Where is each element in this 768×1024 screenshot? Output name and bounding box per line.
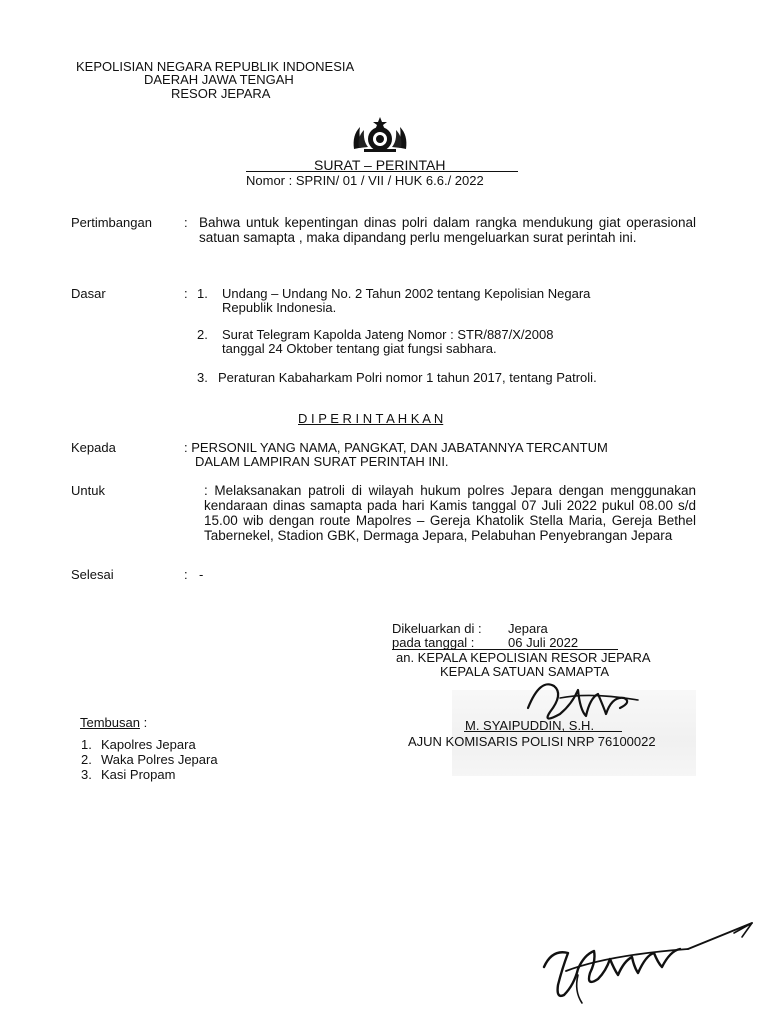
issued-office-1: an. KEPALA KEPOLISIAN RESOR JEPARA (396, 650, 651, 665)
kepada-line-2: DALAM LAMPIRAN SURAT PERINTAH INI. (195, 454, 449, 469)
untuk-text: : Melaksanakan patroli di wilayah hukum polres Jepara dengan menggunakan kendaraan dinas samapta pada hari Kamis tanggal 07 Juli 2022 pukul 08.00 s/d 15.00 wib dengan route Mapolres – Gereja Khatolik Stella Maria, Gereja Bethel Tabernekel, Stadion GBK, Dermaga Jepara, Pelabuhan Penyebrangan Jepara (204, 483, 696, 543)
kepada-label: Kepada (71, 440, 116, 455)
dasar-item-2-line-2: tanggal 24 Oktober tentang giat fungsi sabhara. (222, 341, 497, 356)
tembusan-item-3-num: 3. (81, 767, 92, 782)
pertimbangan-text: Bahwa untuk kepentingan dinas polri dalam rangka mendukung giat operasional satuan samapta , maka dipandang perlu mengeluarkan surat perintah ini. (199, 215, 696, 245)
issued-date: 06 Juli 2022 (508, 635, 579, 650)
dasar-item-3-line-1: Peraturan Kabaharkam Polri nomor 1 tahun 2017, tentang Patroli. (218, 370, 597, 385)
header-line-1: KEPOLISIAN NEGARA REPUBLIK INDONESIA (76, 59, 355, 74)
dasar-item-3-num: 3. (197, 370, 208, 385)
tembusan-item-1: Kapolres Jepara (101, 737, 196, 752)
tembusan-item-2: Waka Polres Jepara (101, 752, 218, 767)
bottom-handwritten-signature-icon (538, 915, 760, 1013)
header-line-2: DAERAH JAWA TENGAH (144, 72, 294, 87)
selesai-label: Selesai (71, 567, 114, 582)
officer-name: M. SYAIPUDDIN, S.H. (465, 718, 595, 733)
tembusan-label: Tembusan (80, 715, 140, 730)
document-number: Nomor : SPRIN/ 01 / VII / HUK 6.6./ 2022 (246, 173, 484, 188)
officer-rank: AJUN KOMISARIS POLISI NRP 76100022 (408, 734, 656, 749)
issued-place-label: Dikeluarkan di : (392, 621, 482, 636)
dasar-label: Dasar (71, 286, 106, 301)
tembusan-item-3: Kasi Propam (101, 767, 176, 782)
dasar-item-2-num: 2. (197, 327, 208, 342)
dasar-item-1-line-2: Republik Indonesia. (222, 300, 337, 315)
diperintahkan-heading: D I P E R I N T A H K A N (298, 411, 444, 426)
issued-office-2: KEPALA SATUAN SAMAPTA (440, 664, 610, 679)
tembusan-item-2-num: 2. (81, 752, 92, 767)
tembusan-title (80, 715, 147, 730)
tembusan-colon: : (143, 715, 148, 730)
selesai-value: - (199, 567, 204, 582)
kepada-line-1: : PERSONIL YANG NAMA, PANGKAT, DAN JABATANNYA TERCANTUM (184, 440, 608, 455)
header-line-3: RESOR JEPARA (171, 86, 271, 101)
untuk-label: Untuk (71, 483, 105, 498)
document-title: SURAT – PERINTAH (314, 157, 446, 173)
issued-date-label: pada tanggal : (392, 635, 475, 650)
officer-name-rule (464, 731, 622, 732)
selesai-colon: : (184, 567, 188, 582)
dasar-item-2-line-1: Surat Telegram Kapolda Jateng Nomor : STR/887/X/2008 (222, 327, 554, 342)
dasar-item-1-num: 1. (197, 286, 208, 301)
issued-place: Jepara (508, 621, 548, 636)
tembusan-item-1-num: 1. (81, 737, 92, 752)
dasar-item-1-line-1: Undang – Undang No. 2 Tahun 2002 tentang Kepolisian Negara (222, 286, 591, 301)
dasar-colon: : (184, 286, 188, 301)
pertimbangan-colon: : (184, 215, 188, 230)
police-emblem-icon (350, 115, 410, 153)
title-rule (246, 171, 518, 172)
pertimbangan-label: Pertimbangan (71, 215, 152, 230)
